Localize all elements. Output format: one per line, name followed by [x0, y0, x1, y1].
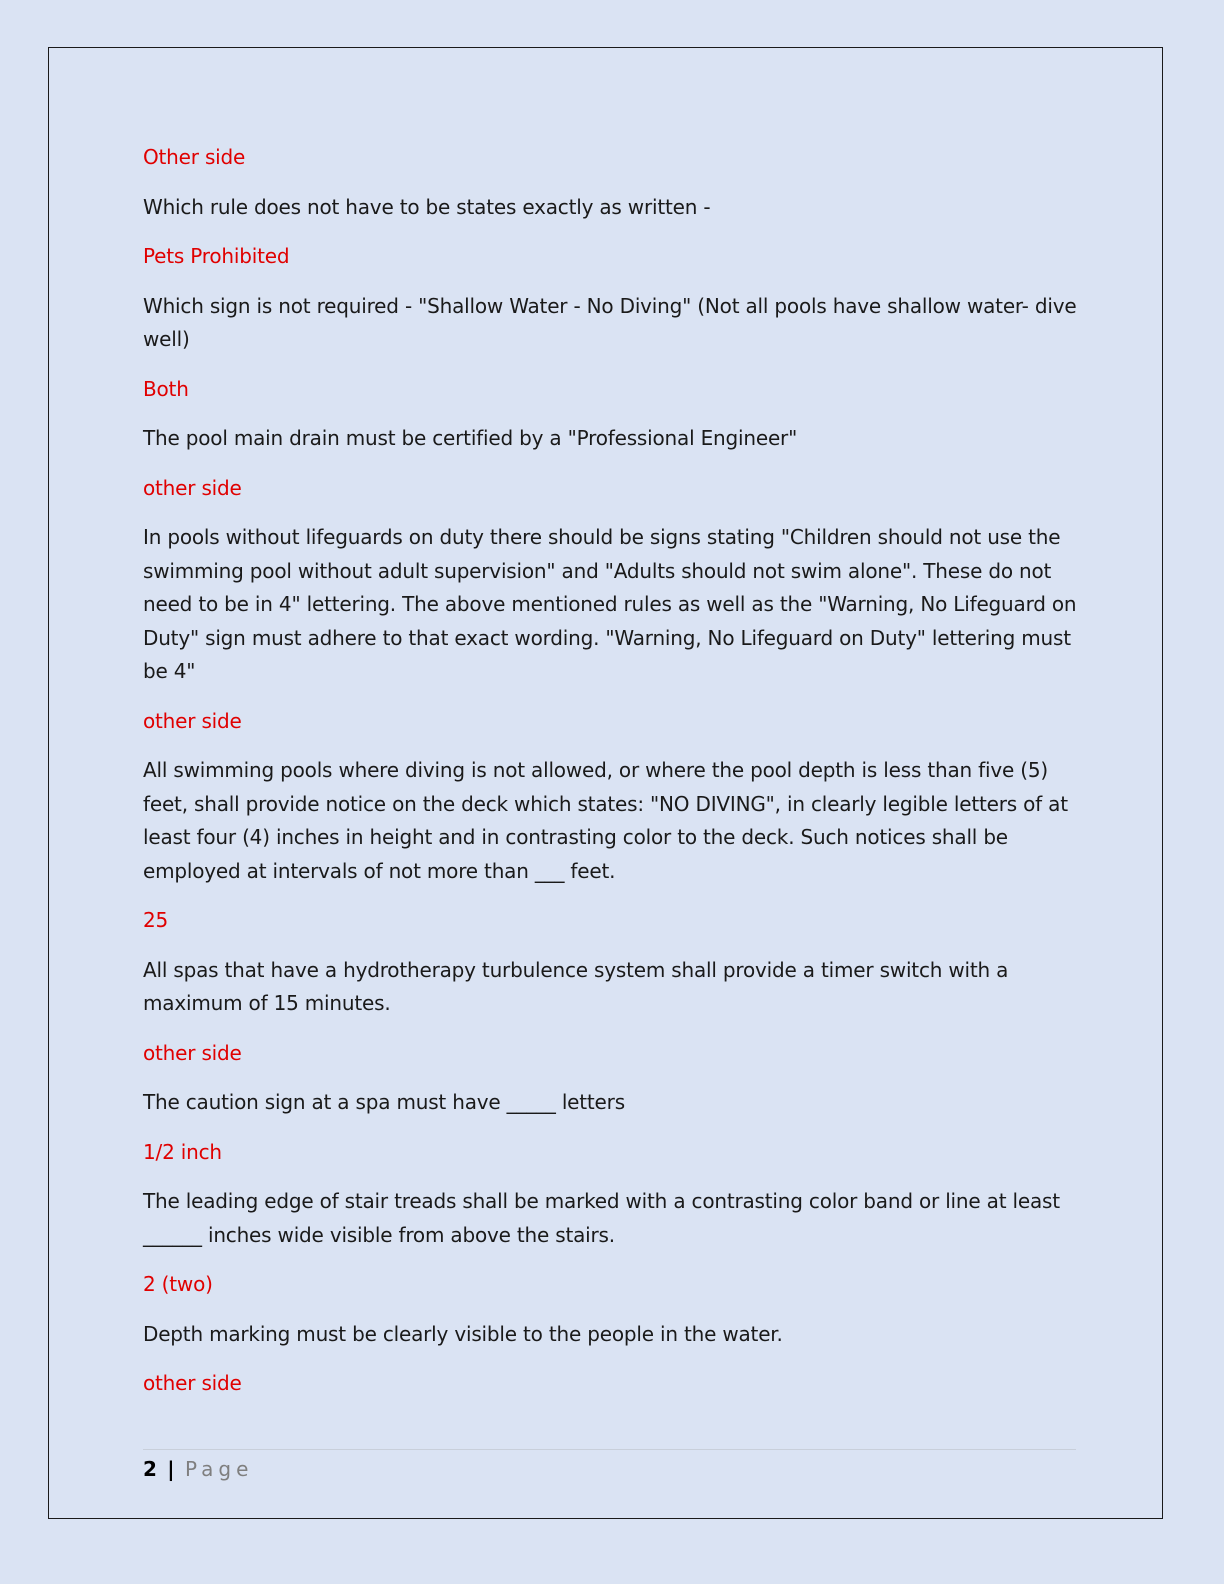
- question-text: The pool main drain must be certified by a "Professional Engineer": [143, 426, 798, 450]
- answer-text: 2 (two): [143, 1272, 213, 1296]
- answer-text: other side: [143, 475, 242, 500]
- answer-text: Other side: [143, 145, 246, 169]
- page-footer: [143, 1455, 253, 1483]
- question-text: In pools without lifeguards on duty there should be signs stating "Children should not use the swimming pool without adult supervision" and "Adults should not swim alone". These do not need to be in 4" lettering. The above mentioned rules as well as the "Warning, No Lifeguard on Duty" sign must adhere to that exact wording. "Warning, No Lifeguard on Duty" lettering must be 4": [143, 525, 1077, 683]
- answer-text: other side: [143, 1040, 242, 1065]
- question-text: All swimming pools where diving is not allowed, or where the pool depth is less than five (5) feet, shall provide notice on the deck which states: "NO DIVING", in clearly legible letters of at least four (4) inches in height and in contrasting color to the deck. Such notices shall be employed at intervals of not more than ___ feet.: [143, 758, 1068, 883]
- question-text: The caution sign at a spa must have _____ letters: [143, 1090, 625, 1114]
- question-text: Which rule does not have to be states exactly as written -: [143, 194, 711, 219]
- answer-text: 25: [143, 908, 169, 932]
- answer-text: Pets Prohibited: [143, 244, 290, 268]
- answer-text: other side: [143, 1371, 242, 1395]
- document-body: [143, 141, 1078, 1417]
- question-text: All spas that have a hydrotherapy turbulence system shall provide a timer switch with a maximum of 15 minutes.: [143, 957, 1009, 1015]
- page-number: 2: [143, 1457, 157, 1481]
- footer-separator: |: [167, 1457, 175, 1481]
- question-text: Depth marking must be clearly visible to the people in the water.: [143, 1321, 783, 1346]
- answer-text: Both: [143, 376, 189, 401]
- page-label: Page: [184, 1457, 254, 1481]
- question-text: Which sign is not required - "Shallow Water - No Diving" (Not all pools have shallow water- dive well): [143, 293, 1077, 351]
- question-text: The leading edge of stair treads shall be marked with a contrasting color band or line at least ______ inches wide visible from above the stairs.: [143, 1189, 1060, 1247]
- answer-text: 1/2 inch: [143, 1139, 222, 1164]
- footer-divider: [143, 1449, 1076, 1450]
- answer-text: other side: [143, 708, 242, 733]
